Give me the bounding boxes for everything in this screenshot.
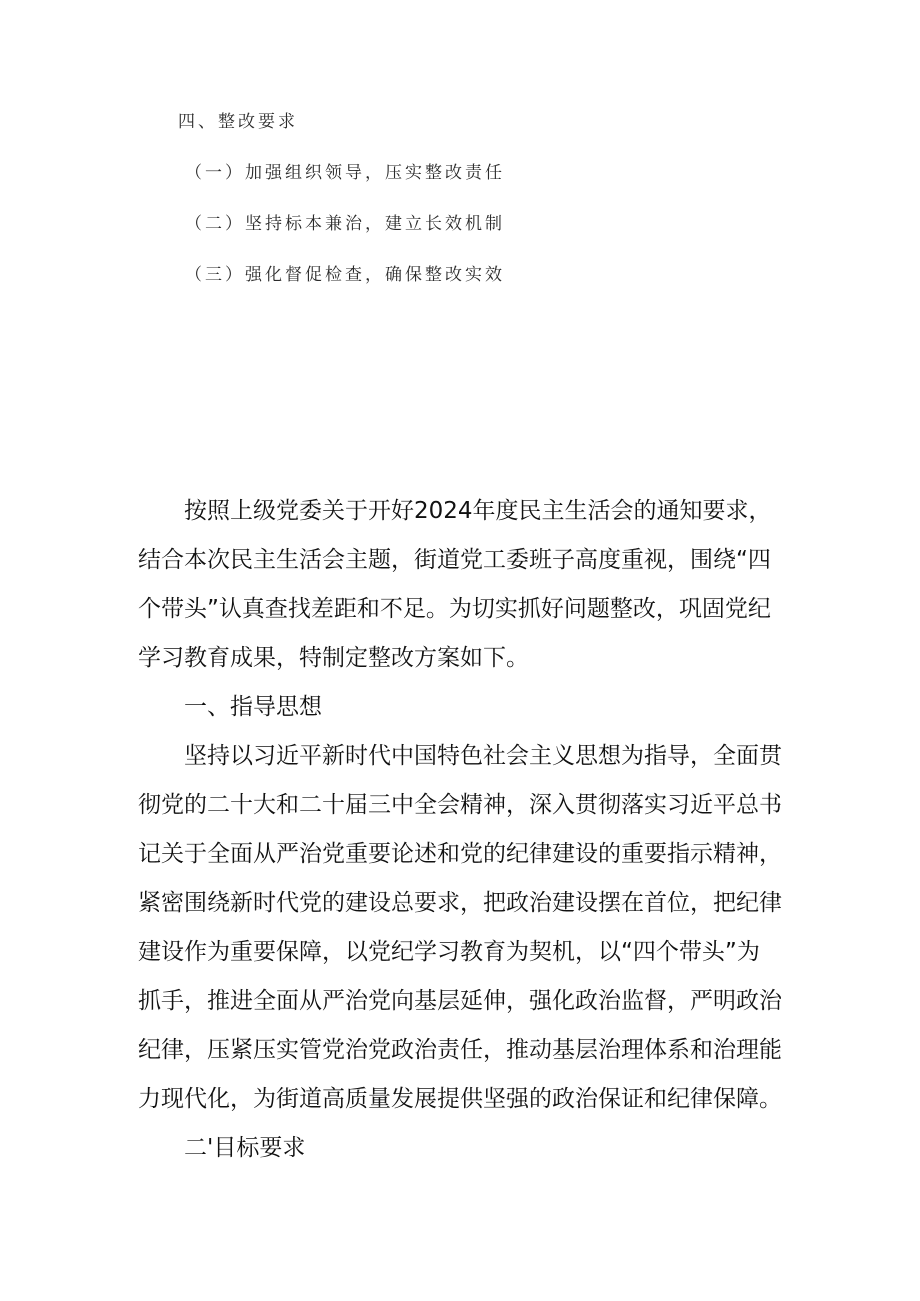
guiding-line: 纪律，压紧压实管党治党政治责任，推动基层治理体系和治理能 [138,1037,782,1063]
intro-paragraph [138,487,788,683]
guiding-ideology-paragraph [138,732,788,1124]
guiding-line: 紧密围绕新时代党的建设总要求，把政治建设摆在首位，把纪律 [138,890,782,916]
intro-line: 个带头”认真查找差距和不足。为切实抓好问题整改，巩固党纪 [138,596,771,622]
outline-item-3: （三）强化督促检查，确保整改实效 [185,265,505,285]
intro-line: 结合本次民主生活会主题，街道党工委班子高度重视，围绕“四 [138,547,771,573]
section-heading-objectives: 二'目标要求 [184,1135,306,1161]
outline-item-2: （二）坚持标本兼治，建立长效机制 [185,214,505,234]
guiding-line: 记关于全面从严治党重要论述和党的纪律建设的重要指示精神， [138,841,782,867]
intro-line: 学习教育成果，特制定整改方案如下。 [138,645,529,671]
guiding-line: 建设作为重要保障，以党纪学习教育为契机，以“四个带头”为 [138,939,760,965]
outline-item-1: （一）加强组织领导，压实整改责任 [185,163,505,183]
guiding-line: 彻党的二十大和二十届三中全会精神，深入贯彻落实习近平总书 [138,792,782,818]
guiding-line: 力现代化，为街道高质量发展提供坚强的政治保证和纪律保障。 [138,1086,782,1112]
outline-section-title: 四、整改要求 [178,112,298,132]
intro-line: 按照上级党委关于开好2024年度民主生活会的通知要求， [184,498,772,524]
guiding-line: 坚持以习近平新时代中国特色社会主义思想为指导，全面贯 [184,743,782,769]
section-heading-guiding-ideology: 一、指导思想 [184,694,322,720]
guiding-line: 抓手，推进全面从严治党向基层延伸，强化政治监督，严明政治 [138,988,782,1014]
